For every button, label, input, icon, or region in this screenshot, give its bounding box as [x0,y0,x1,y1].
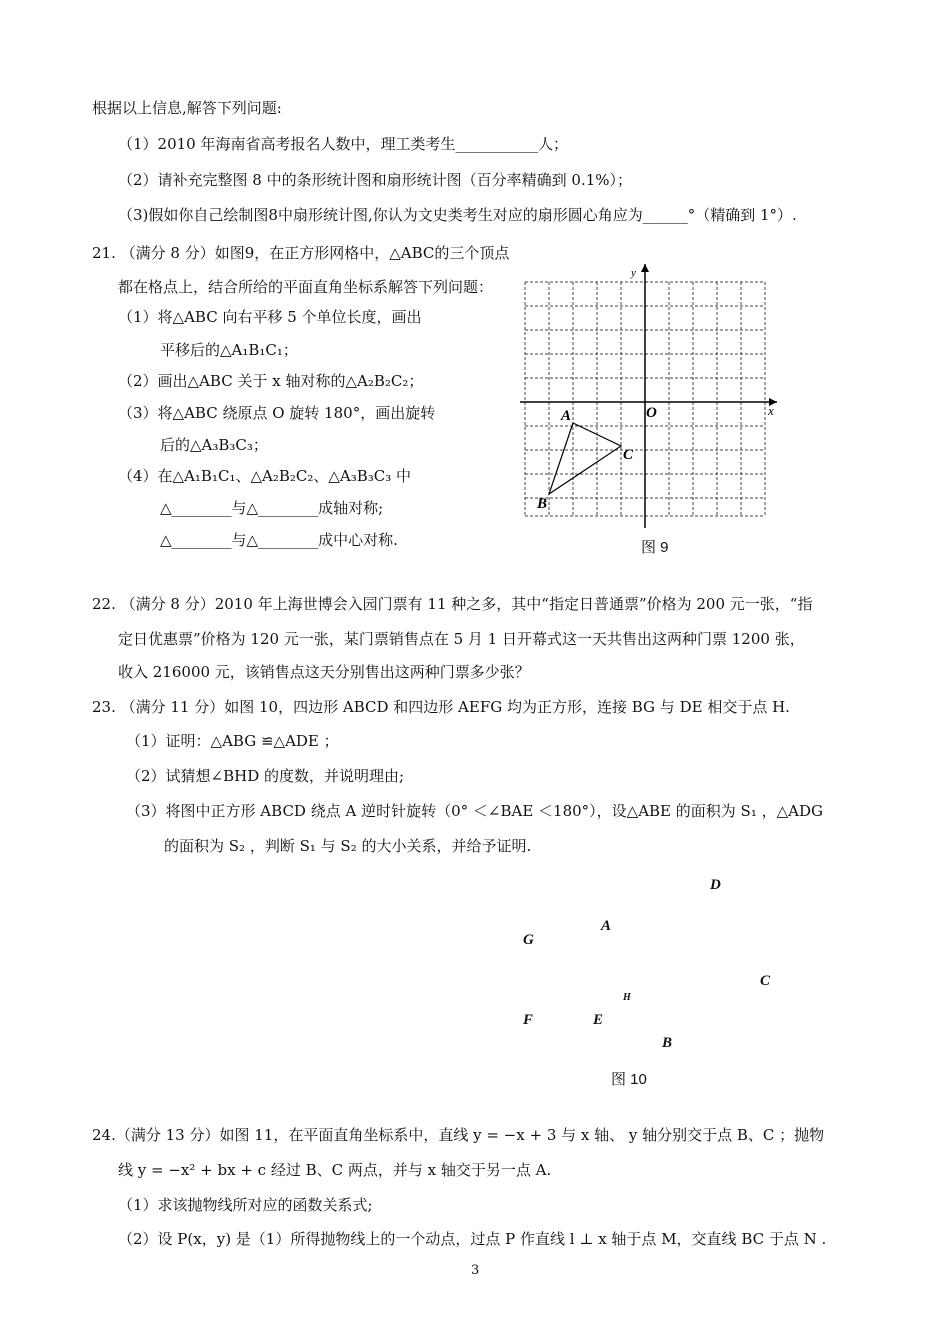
intro-q3: （3)假如你自己绘制图8中扇形统计图,你认为文史类考生对应的扇形圆心角应为______°（精确到 1°）. [118,206,797,224]
p23-line3: （2）试猜想∠BHD 的度数，并说明理由; [126,767,405,785]
p21-line10: △________与△________成中心对称. [160,531,398,549]
p24-line3: （1）求该抛物线所对应的函数关系式; [118,1196,373,1214]
p21-line9: △________与△________成轴对称; [160,499,384,517]
p21-line7: 后的△A₃B₃C₃； [160,436,268,454]
figure-9-grid [515,260,785,530]
point-b-label: B [537,496,548,512]
p21-line3: （1）将△ABC 向右平移 5 个单位长度，画出 [118,308,422,326]
fig10-point-f: F [523,1012,534,1028]
p22-line1: 22. （满分 8 分）2010 年上海世博会入园门票有 11 种之多，其中“指定日普通票”价格为 200 元一张，“指 [92,595,813,613]
p21-line4: 平移后的△A₁B₁C₁； [160,341,298,359]
p21-line2: 都在格点上，结合所给的平面直角坐标系解答下列问题： [118,278,494,296]
p23-line1: 23. （满分 11 分）如图 10，四边形 ABCD 和四边形 AEFG 均为正方形，连接 BG 与 DE 相交于点 H. [92,698,790,716]
intro-q2: （2）请补充完整图 8 中的条形统计图和扇形统计图（百分率精确到 0.1%）； [118,171,633,189]
fig10-point-b: B [662,1035,673,1051]
x-axis-label: x [768,403,774,418]
point-a-label: A [561,408,572,424]
p24-line1: 24.（满分 13 分）如图 11，在平面直角坐标系中，直线 y = −x + 3 与 x 轴、 y 轴分别交于点 B、C ；抛物 [92,1126,825,1144]
y-axis-label: y [631,267,636,279]
fig10-point-e: E [593,1012,604,1028]
point-c-label: C [623,447,634,463]
p21-line6: （3）将△ABC 绕原点 O 旋转 180°，画出旋转 [118,404,436,422]
p21-line1: 21. （满分 8 分）如图9，在正方形网格中，△ABC的三个顶点 [92,244,510,262]
intro-heading: 根据以上信息,解答下列问题: [92,99,282,117]
p21-line5: （2）画出△ABC 关于 x 轴对称的△A₂B₂C₂； [118,372,424,390]
intro-q1: （1）2010 年海南省高考报名人数中，理工类考生___________人； [118,135,568,153]
fig10-point-d: D [710,877,721,893]
figure-10-caption: 图 10 [611,1071,647,1088]
p23-line4: （3）将图中正方形 ABCD 绕点 A 逆时针旋转（0° ＜∠BAE ＜180°），设△ABE 的面积为 S₁ ，△ADG [126,802,823,820]
p23-line2: （1）证明：△ABG ≌△ADE ； [126,732,339,750]
origin-label: O [646,405,657,421]
triangle-abc [549,423,621,494]
figure-9-caption: 图 9 [641,539,669,556]
p24-line4: （2）设 P(x，y) 是（1）所得抛物线上的一个动点，过点 P 作直线 l ⊥ x 轴于点 M，交直线 BC 于点 N . [118,1230,827,1248]
p22-line3: 收入 216000 元，该销售点这天分别售出这两种门票多少张？ [118,663,530,681]
fig10-point-h: H [623,992,631,1003]
fig10-point-g: G [523,932,534,948]
p24-line2: 线 y = −x² + bx + c 经过 B、C 两点，并与 x 轴交于另一点 A. [118,1161,552,1179]
fig10-point-c: C [760,973,771,989]
y-axis-arrow [641,264,649,272]
p23-line5: 的面积为 S₂ ，判断 S₁ 与 S₂ 的大小关系，并给予证明. [164,837,532,855]
p22-line2: 定日优惠票”价格为 120 元一张，某门票销售点在 5 月 1 日开幕式这一天共售出这两种门票 1200 张， [118,630,805,648]
p21-line8: （4）在△A₁B₁C₁、△A₂B₂C₂、△A₃B₃C₃ 中 [118,467,412,485]
page-number: 3 [471,1263,480,1278]
fig10-point-a: A [601,918,612,934]
